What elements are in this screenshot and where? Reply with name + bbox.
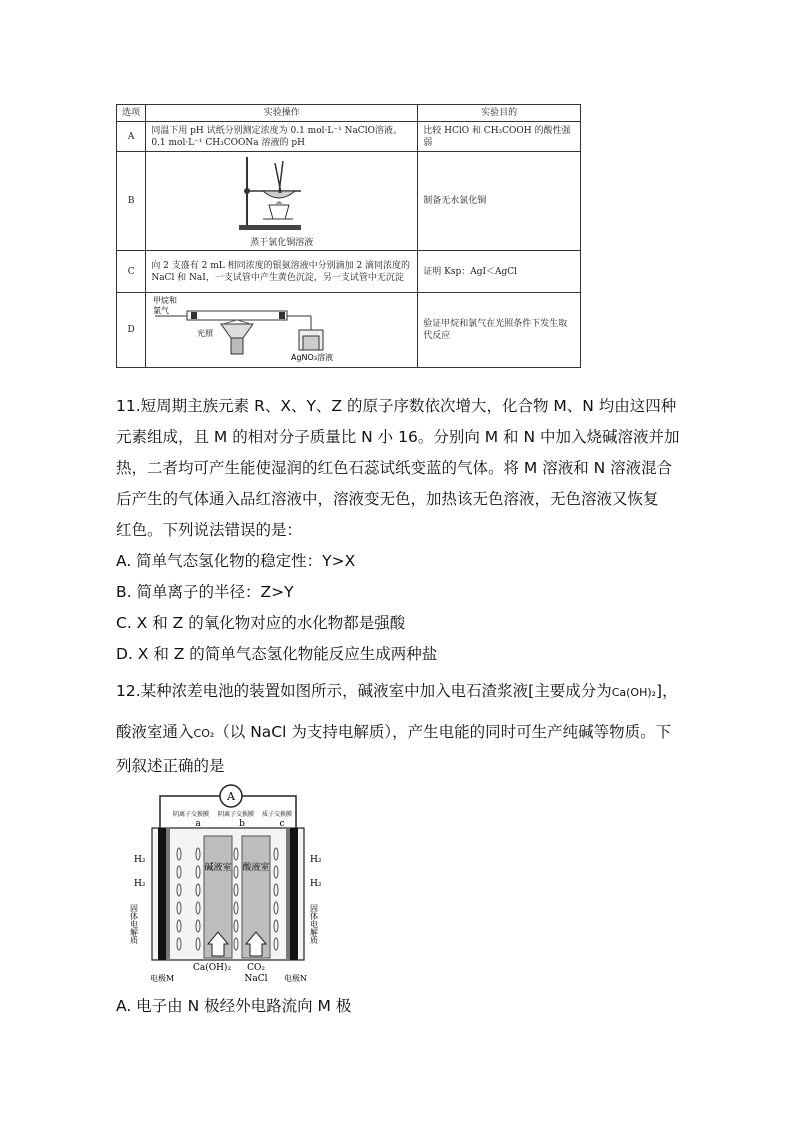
q12-line-2	[116, 722, 671, 744]
q11-line-4: 后产生的气体通入品红溶液中，溶液变无色，加热该无色溶液，无色溶液又恢复	[116, 490, 659, 508]
q11-line-2: 元素组成，且 M 的相对分子质量比 N 小 16。分别向 M 和 N 中加入烧碱溶液并加	[116, 428, 680, 446]
concentration-cell-diagram	[129, 784, 342, 986]
input-right-label-1: CO₂	[247, 963, 265, 973]
input-left-label: Ca(OH)₂	[192, 963, 232, 973]
left-gas-2: H₂	[134, 879, 146, 889]
right-gas-1: H₂	[310, 855, 322, 865]
header-operation: 实验操作	[146, 105, 418, 122]
label-a: a	[195, 819, 201, 829]
fig-d-label-4: AgNO₃溶液	[291, 353, 334, 362]
fig-d-label-3: 光照	[197, 329, 214, 338]
table-row-c	[117, 251, 581, 293]
acid-room-label: 酸液室	[242, 863, 270, 873]
methane-chlorine-apparatus-figure	[151, 294, 407, 362]
operation-d	[146, 293, 418, 368]
electrode-n-plate	[290, 828, 298, 960]
electrode-m-plate	[158, 828, 166, 960]
purpose-a: 比较 HClO 和 CH₃COOH 的酸性强弱	[418, 122, 581, 152]
membrane-c-label: 质子交换膜	[262, 811, 293, 818]
q12-line-1-end: ]，	[656, 682, 678, 700]
fig-d-label-1: 甲烷和	[153, 296, 178, 305]
fig-d-label-2: 氯气	[153, 306, 170, 315]
membrane-a-label: 阴离子交换膜	[173, 811, 210, 818]
purpose-d: 验证甲烷和氯气在光照条件下发生取代反应	[418, 293, 581, 368]
q12-line-1-text: 12.某种浓差电池的装置如图所示，碱液室中加入电石渣浆液[主要成分为	[116, 682, 612, 700]
q12-line-2-text: 酸液室通入	[116, 723, 194, 741]
q11-option-c: C. X 和 Z 的氧化物对应的水化物都是强酸	[116, 614, 406, 632]
header-option: 选项	[117, 105, 146, 122]
q11-line-5: 红色。下列说法错误的是：	[116, 521, 303, 539]
q12-option-a: A. 电子由 N 极经外电路流向 M 极	[116, 997, 352, 1015]
option-label-a: A	[117, 122, 146, 152]
label-b: b	[239, 819, 245, 829]
option-label-c: C	[117, 251, 146, 293]
q12-line-3: 列叙述正确的是	[116, 757, 225, 775]
header-purpose: 实验目的	[418, 105, 581, 122]
table-row-d	[117, 293, 581, 368]
figure-caption-b: 蒸干氯化铜溶液	[250, 238, 314, 248]
evaporation-apparatus-figure	[151, 153, 407, 233]
q12-line-1	[116, 681, 678, 703]
table-header-row	[117, 105, 581, 122]
q11-line-1: 11.短周期主族元素 R、X、Y、Z 的原子序数依次增大，化合物 M、N 均由这四种	[116, 397, 677, 415]
operation-c: 向 2 支盛有 2 mL 相同浓度的银氨溶液中分别滴加 2 滴同浓度的 NaCl 和 NaI，一支试管中产生黄色沉淀，另一支试管中无沉淀	[146, 251, 418, 293]
q11-line-3: 热，二者均可产生能使湿润的红色石蕊试纸变蓝的气体。将 M 溶液和 N 溶液混合	[116, 459, 673, 477]
left-solid-electrolyte: 固体电解质	[129, 904, 139, 944]
q11-option-b: B. 简单离子的半径：Z>Y	[116, 583, 294, 601]
q12-line-2-end: （以 NaCl 为支持电解质），产生电能的同时可生产纯碱等物质。下	[214, 723, 672, 741]
q12-formula-co2: CO₂	[193, 727, 215, 740]
ammeter-label: A	[227, 790, 235, 803]
right-gas-2: H₂	[310, 879, 322, 889]
purpose-b: 制备无水氯化铜	[418, 152, 581, 251]
q11-option-d: D. X 和 Z 的简单气态氢化物能反应生成两种盐	[116, 645, 438, 663]
operation-a: 同温下用 pH 试纸分别测定浓度为 0.1 mol·L⁻¹ NaClO溶液、0.1 mol·L⁻¹ CH₃COONa 溶液的 pH	[146, 122, 418, 152]
table-row-b	[117, 152, 581, 251]
left-gas-1: H₂	[134, 855, 146, 865]
right-solid-electrolyte: 固体电解质	[309, 904, 319, 944]
base-room-label: 碱液室	[204, 863, 232, 873]
operation-b	[146, 152, 418, 251]
electrode-m-label: 电极M	[150, 974, 175, 983]
experiment-table	[116, 104, 581, 368]
membrane-b-label: 阴离子交换膜	[218, 811, 255, 818]
q12-formula-caoh2: Ca(OH)₂	[611, 686, 657, 699]
label-c: c	[279, 819, 285, 829]
option-label-b: B	[117, 152, 146, 251]
table-row-a	[117, 122, 581, 152]
electrode-n-label: 电极N	[284, 974, 307, 983]
purpose-c: 证明 Ksp：AgI＜AgCl	[418, 251, 581, 293]
option-label-d: D	[117, 293, 146, 368]
q11-option-a: A. 简单气态氢化物的稳定性：Y>X	[116, 552, 356, 570]
input-right-label-2: NaCl	[244, 974, 268, 984]
